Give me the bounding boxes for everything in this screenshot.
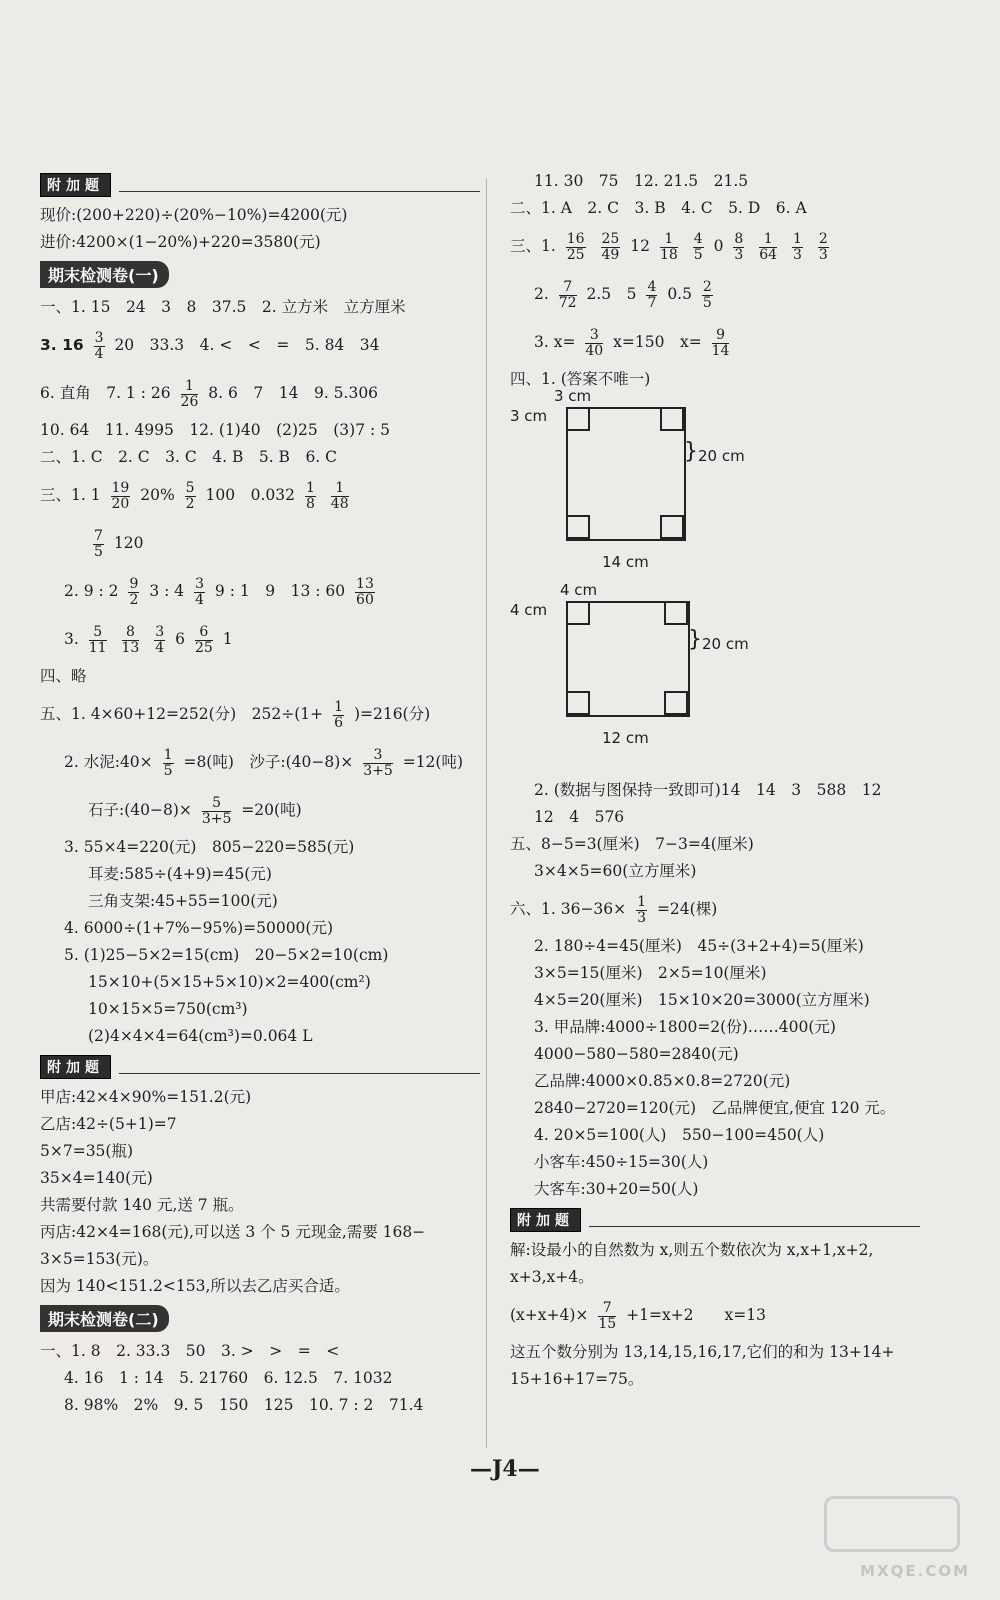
fraction (733, 232, 744, 263)
denominator: 6 (334, 714, 343, 731)
right-column (510, 168, 920, 1393)
line-text: (x+x+4)× (510, 1306, 589, 1324)
numerator: 1 (305, 479, 315, 496)
numerator: 7 (559, 280, 577, 296)
fraction (355, 577, 375, 608)
denominator: 5 (702, 294, 712, 311)
fraction (585, 328, 603, 359)
line-text: 2. (534, 285, 549, 303)
fujia-header-1 (40, 172, 480, 198)
denominator: 3 (637, 909, 646, 926)
fraction (94, 331, 105, 362)
text-line (510, 222, 920, 270)
denominator: 48 (330, 495, 349, 512)
diagram-right-label: 20 cm (698, 447, 745, 465)
fraction (559, 280, 577, 311)
line-text: 9 : 1 9 13 : 60 (214, 582, 346, 600)
denominator: 20 (111, 495, 130, 512)
text-line (510, 1291, 920, 1339)
diagram-bottom-label: 12 cm (602, 729, 649, 747)
text-line: 5. (1)25−5×2=15(cm) 20−5×2=10(cm) (64, 946, 389, 964)
fraction (566, 232, 586, 263)
diagram-left-label: 4 cm (510, 601, 548, 619)
denominator: 2 (129, 591, 139, 608)
denominator: 72 (558, 294, 577, 311)
header-rule (589, 1213, 920, 1227)
text-line (40, 321, 480, 369)
diagram-left-label: 3 cm (510, 407, 548, 425)
denominator: 4 (94, 345, 104, 362)
denominator: 5 (693, 246, 703, 263)
line-text: 20% (140, 486, 175, 504)
numerator: 1 (331, 481, 349, 497)
fraction (111, 481, 131, 512)
text-line: 5×7=35(瓶) (40, 1142, 134, 1160)
line-text: 三、1. (510, 237, 556, 255)
numerator: 1 (759, 232, 777, 248)
line-text: 6 (175, 630, 185, 648)
text-line: 五、8−5=3(厘米) 7−3=4(厘米) (510, 835, 754, 853)
line-text: 1 (222, 630, 233, 648)
text-line (40, 567, 480, 615)
denominator: 4 (195, 591, 204, 608)
line-text: 3. x= (534, 333, 576, 351)
denominator: 3+5 (363, 762, 393, 779)
numerator: 2 (702, 278, 712, 295)
numerator: 16 (566, 230, 585, 247)
numerator: 9 (712, 328, 730, 344)
numerator: 7 (94, 527, 103, 544)
line-text: 2.5 5 (586, 285, 637, 303)
numerator: 1 (660, 232, 678, 248)
text-line: 3×5=15(厘米) 2×5=10(厘米) (534, 964, 767, 982)
corner-square (566, 407, 590, 431)
numerator: 9 (129, 575, 139, 592)
text-line: 进价:4200×(1−20%)+220=3580(元) (40, 233, 321, 251)
denominator: 18 (659, 246, 678, 263)
text-line (510, 270, 920, 318)
line-text: +1=x+2 x=13 (626, 1306, 766, 1324)
denominator: 2 (185, 495, 195, 512)
fujia-header-3 (510, 1207, 920, 1233)
text-line: x+3,x+4。 (510, 1268, 594, 1286)
text-line: 二、1. C 2. C 3. C 4. B 5. B 6. C (40, 448, 338, 466)
text-line: 大客车:30+20=50(人) (534, 1180, 699, 1198)
text-line (40, 369, 480, 417)
corner-square (660, 515, 684, 539)
denominator: 8 (305, 495, 315, 512)
denominator: 26 (180, 393, 199, 410)
denominator: 64 (759, 246, 778, 263)
text-line: 甲店:42×4×90%=151.2(元) (40, 1088, 252, 1106)
text-line: 共需要付款 140 元,送 7 瓶。 (40, 1196, 244, 1214)
denominator: 3 (734, 246, 744, 263)
box-net-diagram-1 (510, 387, 920, 573)
text-line: 15×10+(5×15+5×10)×2=400(cm²) (88, 973, 371, 991)
numerator: 1 (334, 698, 343, 715)
fujia-header-2 (40, 1054, 480, 1080)
header-rule (119, 178, 480, 192)
text-line: 4000−580−580=2840(元) (534, 1045, 739, 1063)
corner-square (664, 601, 688, 625)
header-rule (119, 1060, 480, 1074)
denominator: 14 (711, 342, 730, 359)
text-line: 一、1. 8 2. 33.3 50 3. > > = < (40, 1342, 340, 1360)
line-text: =24(棵) (656, 900, 718, 918)
line-text: 3 : 4 (149, 582, 185, 600)
line-text: =12(吨) (402, 753, 464, 771)
text-line (510, 885, 920, 933)
line-text: 六、1. 36−36× (510, 900, 627, 918)
text-line: 丙店:42×4=168(元),可以送 3 个 5 元现金,需要 168− (40, 1223, 426, 1241)
denominator: 13 (121, 639, 140, 656)
fraction (598, 1301, 616, 1332)
text-line (40, 786, 480, 834)
numerator: 8 (734, 230, 744, 247)
text-line: 因为 140<151.2<153,所以去乙店买合适。 (40, 1277, 350, 1295)
fraction (331, 481, 349, 512)
fraction (712, 328, 730, 359)
text-line: 2. (数据与图保持一致即可)14 14 3 588 12 (534, 781, 882, 799)
box-net-diagram-2 (510, 581, 920, 777)
watermark-logo (824, 1496, 960, 1552)
numerator: 1 (637, 893, 646, 910)
diagram-top-label: 4 cm (560, 581, 598, 599)
fraction (333, 700, 344, 731)
text-line: 现价:(200+220)÷(20%−10%)=4200(元) (40, 206, 348, 224)
line-text: 8. 6 7 14 9. 5.306 (208, 384, 379, 402)
numerator: 5 (89, 625, 107, 641)
text-line: 3×4×5=60(立方厘米) (534, 862, 697, 880)
denominator: 11 (88, 639, 107, 656)
denominator: 3 (793, 246, 802, 263)
numerator: 3 (94, 329, 104, 346)
brace-icon: } (684, 439, 698, 464)
fraction (195, 625, 213, 656)
fraction (305, 481, 316, 512)
line-text: 20 33.3 4. < < = 5. 84 34 (114, 336, 380, 354)
text-line: 乙品牌:4000×0.85×0.8=2720(元) (534, 1072, 791, 1090)
text-line: 三角支架:45+55=100(元) (88, 892, 278, 910)
text-line: 耳麦:585÷(4+9)=45(元) (88, 865, 272, 883)
text-line (40, 471, 480, 519)
numerator: 19 (111, 479, 130, 496)
fraction (601, 232, 621, 263)
line-text: 0 (713, 237, 724, 255)
denominator: 25 (566, 246, 585, 263)
text-line: 11. 30 75 12. 21.5 21.5 (534, 172, 749, 190)
text-line: 12 4 576 (534, 808, 625, 826)
line-text: 120 (113, 534, 144, 552)
denominator: 3+5 (201, 810, 232, 827)
text-line: 8. 98% 2% 9. 5 150 125 10. 7 : 2 71.4 (64, 1396, 424, 1414)
line-text: )=216(分) (353, 705, 431, 723)
text-line: 这五个数分别为 13,14,15,16,17,它们的和为 13+14+ (510, 1343, 895, 1361)
line-text: 12 (630, 237, 650, 255)
numerator: 6 (195, 625, 213, 641)
text-line: 2. 180÷4=45(厘米) 45÷(3+2+4)=5(厘米) (534, 937, 864, 955)
diagram-right-label: 20 cm (702, 635, 749, 653)
text-line: 4. 16 1 : 14 5. 21760 6. 12.5 7. 1032 (64, 1369, 393, 1387)
fraction (163, 748, 174, 779)
denominator: 15 (598, 1315, 617, 1332)
fraction (194, 577, 205, 608)
fraction (792, 232, 803, 263)
fraction (660, 232, 678, 263)
corner-square (664, 691, 688, 715)
line-text: 2. 水泥:40× (64, 753, 153, 771)
text-line: 二、1. A 2. C 3. B 4. C 5. D 6. A (510, 199, 807, 217)
fraction (181, 379, 199, 410)
numerator: 1 (793, 230, 802, 247)
text-line: 四、略 (40, 667, 87, 685)
line-text: 6. 直角 7. 1 : 26 (40, 384, 171, 402)
numerator: 13 (356, 575, 374, 592)
numerator: 2 (818, 230, 828, 247)
page-number: —J4— (470, 1456, 540, 1482)
fujia-label: 附加题 (510, 1208, 581, 1232)
line-text: 100 0.032 (205, 486, 295, 504)
numerator: 3 (195, 575, 204, 592)
line-text: x=150 x= (613, 333, 702, 351)
numerator: 5 (185, 479, 195, 496)
numerator: 7 (598, 1301, 616, 1317)
denominator: 40 (585, 342, 604, 359)
text-line: 3. 甲品牌:4000÷1800=2(份)……400(元) (534, 1018, 836, 1036)
line-text: =8(吨) 沙子:(40−8)× (183, 753, 354, 771)
line-text: =20(吨) (241, 801, 302, 819)
line-text: 五、1. 4×60+12=252(分) 252÷(1+ (40, 705, 324, 723)
denominator: 3 (818, 246, 828, 263)
fraction (93, 529, 104, 560)
denominator: 60 (356, 591, 374, 608)
fujia-label: 附加题 (40, 1055, 111, 1079)
text-line: 10×15×5=750(cm³) (88, 1000, 248, 1018)
text-line: 4. 6000÷(1+7%−95%)=50000(元) (64, 919, 334, 937)
line-text: 0.5 (667, 285, 692, 303)
test-title-1: 期末检测卷(一) (40, 261, 169, 288)
denominator: 4 (155, 639, 165, 656)
diagram-bottom-label: 14 cm (602, 553, 649, 571)
text-line: 4×5=20(厘米) 15×10×20=3000(立方厘米) (534, 991, 870, 1009)
text-line (40, 690, 480, 738)
text-line: 10. 64 11. 4995 12. (1)40 (2)25 (3)7 : 5 (40, 421, 391, 439)
fraction (759, 232, 777, 263)
text-line (40, 519, 480, 567)
numerator: 1 (181, 379, 199, 395)
watermark-text: MXQE.COM (860, 1562, 970, 1580)
fraction (693, 232, 704, 263)
denominator: 25 (194, 639, 213, 656)
denominator: 7 (647, 294, 657, 311)
test-title-2: 期末检测卷(二) (40, 1305, 169, 1332)
divider (486, 178, 487, 1448)
text-line: 4. 20×5=100(人) 550−100=450(人) (534, 1126, 825, 1144)
fraction (122, 625, 140, 656)
corner-square (660, 407, 684, 431)
line-text: 3. 16 (40, 336, 84, 354)
text-line: 2840−2720=120(元) 乙品牌便宜,便宜 120 元。 (534, 1099, 896, 1117)
text-line: 一、1. 15 24 3 8 37.5 2. 立方米 立方厘米 (40, 298, 406, 316)
text-line (40, 615, 480, 663)
corner-square (566, 691, 590, 715)
fraction (185, 481, 196, 512)
corner-square (566, 515, 590, 539)
text-line: 15+16+17=75。 (510, 1370, 644, 1388)
numerator: 4 (647, 278, 657, 295)
numerator: 8 (122, 625, 140, 641)
text-line: (2)4×4×4=64(cm³)=0.064 L (88, 1027, 313, 1045)
fraction (363, 748, 393, 779)
fraction (128, 577, 139, 608)
text-line: 3. 55×4=220(元) 805−220=585(元) (64, 838, 355, 856)
denominator: 5 (163, 762, 173, 779)
corner-square (566, 601, 590, 625)
denominator: 5 (94, 543, 103, 560)
text-line: 3×5=153(元)。 (40, 1250, 159, 1268)
left-column (40, 168, 480, 1419)
numerator: 3 (363, 748, 393, 764)
fraction (636, 895, 647, 926)
text-line: 35×4=140(元) (40, 1169, 153, 1187)
fujia-label: 附加题 (40, 173, 111, 197)
text-line: 四、1. (答案不唯一) (510, 370, 651, 388)
fraction (89, 625, 107, 656)
denominator: 49 (601, 246, 620, 263)
text-line: 小客车:450÷15=30(人) (534, 1153, 709, 1171)
fraction (154, 625, 165, 656)
text-line: 解:设最小的自然数为 x,则五个数依次为 x,x+1,x+2, (510, 1241, 874, 1259)
text-line: 乙店:42÷(5+1)=7 (40, 1115, 177, 1133)
line-text: 3. (64, 630, 79, 648)
fraction (818, 232, 829, 263)
line-text: 石子:(40−8)× (88, 801, 192, 819)
brace-icon: } (688, 627, 702, 652)
line-text: 三、1. 1 (40, 486, 101, 504)
numerator: 1 (163, 746, 173, 763)
line-text: 2. 9 : 2 (64, 582, 119, 600)
numerator: 3 (155, 623, 165, 640)
fraction (646, 280, 657, 311)
numerator: 5 (202, 796, 232, 812)
diagram-top-label: 3 cm (554, 387, 592, 405)
fraction (702, 280, 713, 311)
fraction (202, 796, 232, 827)
numerator: 3 (585, 328, 603, 344)
numerator: 4 (693, 230, 703, 247)
text-line (510, 318, 920, 366)
text-line (40, 738, 480, 786)
numerator: 25 (601, 230, 620, 247)
